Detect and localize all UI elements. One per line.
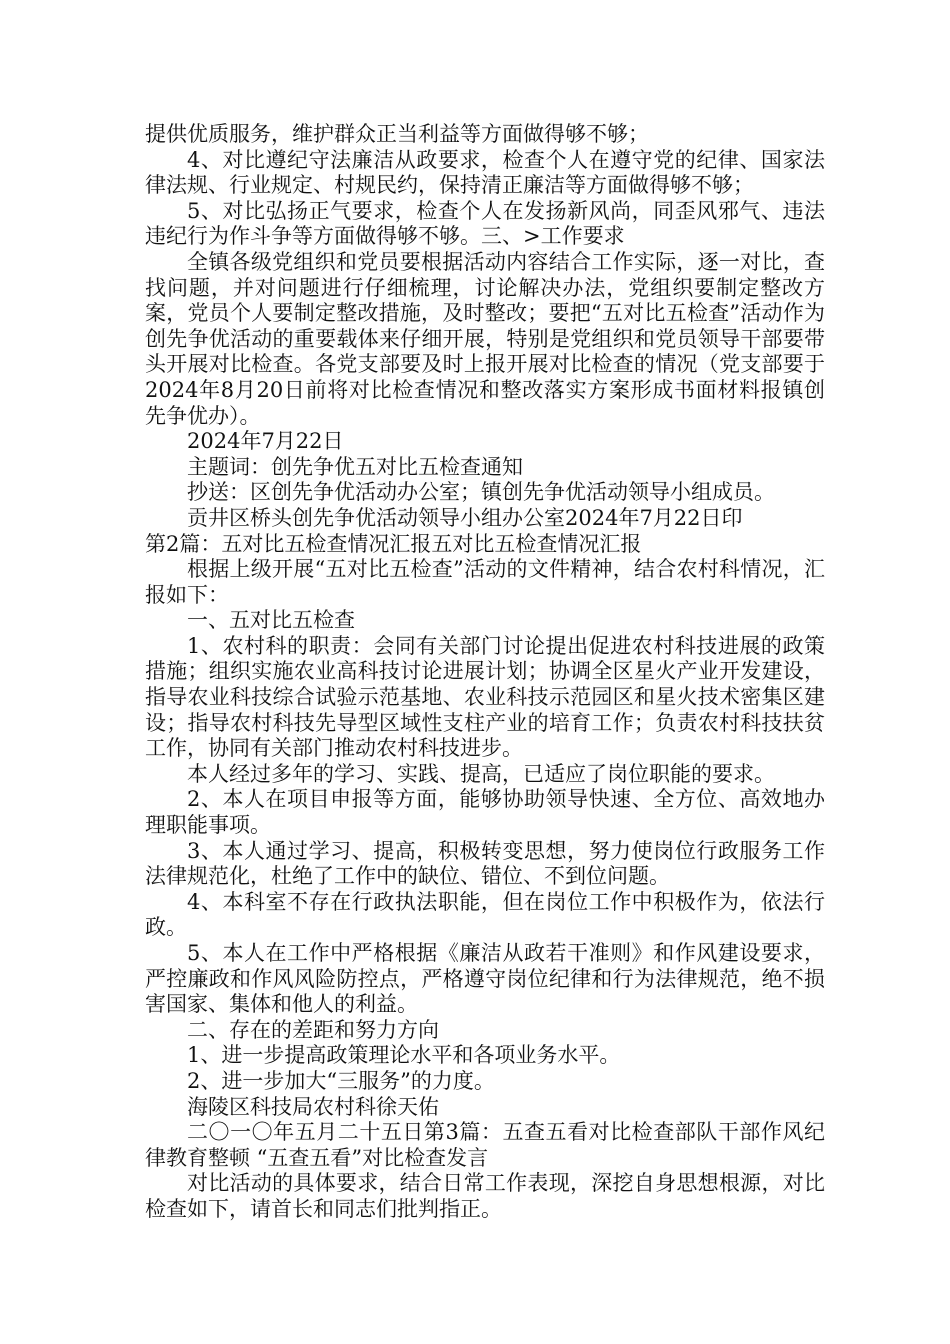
paragraph: 5、对比弘扬正气要求，检查个人在发扬新风尚，同歪风邪气、违法违纪行为作斗争等方面做得够不够。三、>工作要求: [145, 198, 825, 249]
paragraph: 二〇一〇年五月二十五日第3篇：五查五看对比检查部队干部作风纪律教育整顿 “五查五看”对比检查发言: [145, 1120, 825, 1170]
document-body: [145, 122, 825, 1223]
paragraph: 本人经过多年的学习、实践、提高，已适应了岗位职能的要求。: [187, 761, 775, 786]
date-line: 2024年7月22日: [187, 429, 344, 454]
paragraph: 3、本人通过学习、提高，积极转变思想，努力使岗位行政服务工作法律规范化，杜绝了工作中的缺位、错位、不到位问题。: [145, 838, 825, 889]
paragraph: 4、对比遵纪守法廉洁从政要求，检查个人在遵守党的纪律、国家法律法规、行业规定、村规民约，保持清正廉洁等方面做得够不够；: [145, 147, 825, 198]
paragraph: 根据上级开展“五对比五检查”活动的文件精神，结合农村科情况，汇报如下：: [145, 557, 825, 607]
subheading: 二、存在的差距和努力方向: [187, 1017, 439, 1042]
subheading: 一、五对比五检查: [187, 608, 355, 633]
paragraph: 4、本科室不存在行政执法职能，但在岗位工作中积极作为，依法行政。: [145, 889, 825, 940]
paragraph: 2、进一步加大“三服务”的力度。: [187, 1068, 495, 1093]
paragraph: 1、进一步提高政策理论水平和各项业务水平。: [187, 1043, 621, 1068]
paragraph: 全镇各级党组织和党员要根据活动内容结合工作实际，逐一对比，查找问题，并对问题进行仔细梳理，讨论解决办法，党组织要制定整改方案，党员个人要制定整改措施，及时整改；要把“五对比五检查”活动作为创先争优活动的重要载体来仔细开展，特别是党组织和党员领导干部要带头开展对比检查。各党支部要及时上报开展对比检查的情况（党支部要于2024年8月20日前将对比检查情况和整改落实方案形成书面材料报镇创先争优办）。: [145, 249, 825, 428]
cc-line: 抄送：区创先争优活动办公室；镇创先争优活动领导小组成员。: [187, 480, 775, 505]
paragraph: 2、本人在项目申报等方面，能够协助领导快速、全方位、高效地办理职能事项。: [145, 787, 825, 838]
paragraph: 对比活动的具体要求，结合日常工作表现，深挖自身思想根源，对比检查如下，请首长和同志们批判指正。: [145, 1171, 825, 1221]
paragraph: 提供优质服务，维护群众正当利益等方面做得够不够；: [145, 122, 649, 146]
issuer-line: 贡井区桥头创先争优活动领导小组办公室2024年7月22日印: [187, 505, 743, 530]
paragraph: 1、农村科的职责：会同有关部门讨论提出促进农村科技进展的政策措施；组织实施农业高科技讨论进展计划；协调全区星火产业开发建设，指导农业科技综合试验示范基地、农业科技示范园区和星火技术密集区建设；指导农村科技先导型区域性支柱产业的培育工作；负责农村科技扶贫工作，协同有关部门推动农村科技进步。: [145, 633, 825, 761]
paragraph: 5、本人在工作中严格根据《廉洁从政若干准则》和作风建设要求，严控廉政和作风风险防控点，严格遵守岗位纪律和行为法律规范，绝不损害国家、集体和他人的利益。: [145, 941, 825, 1017]
subject-words: 主题词：创先争优五对比五检查通知: [187, 454, 523, 479]
section-heading: 第2篇：五对比五检查情况汇报五对比五检查情况汇报: [145, 531, 642, 556]
signature-line: 海陵区科技局农村科徐天佑: [187, 1094, 439, 1119]
